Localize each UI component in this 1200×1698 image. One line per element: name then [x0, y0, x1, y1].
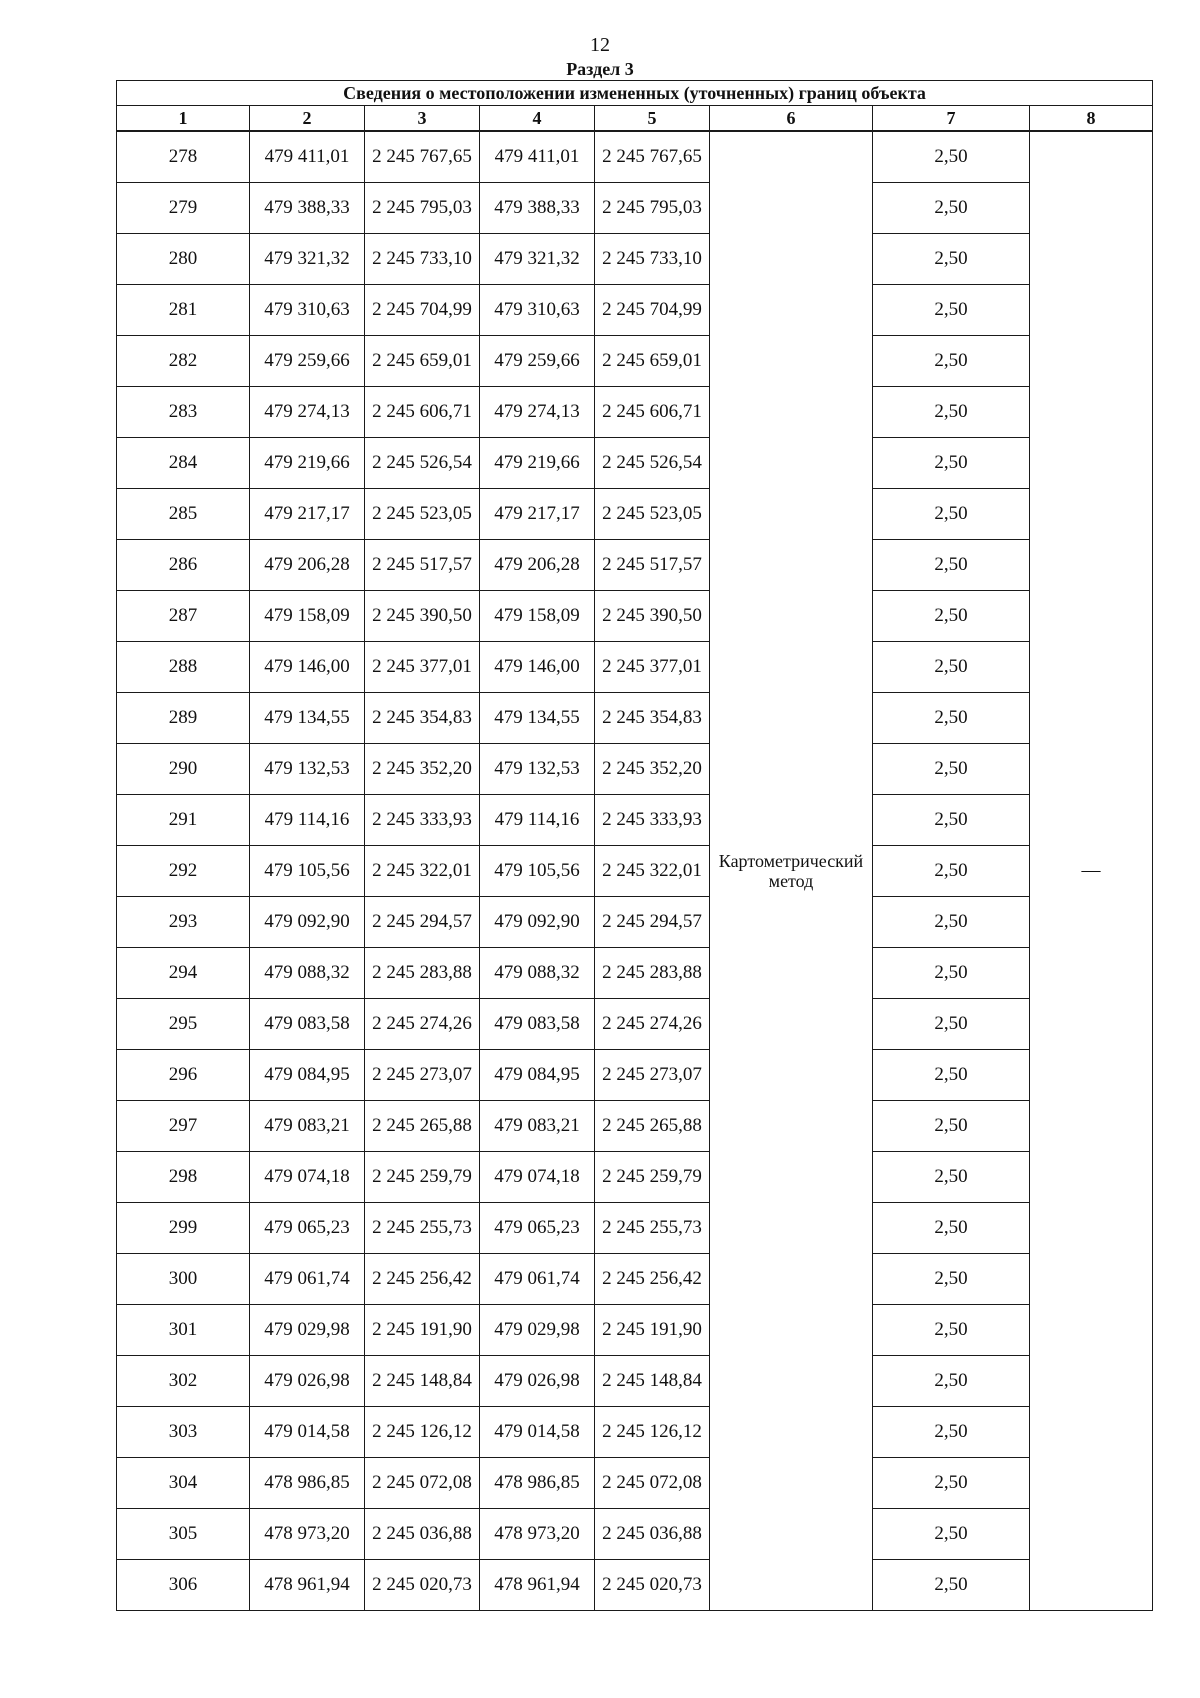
x-old-cell: 479 217,17 — [250, 489, 365, 540]
table-row — [117, 1356, 1153, 1407]
x-old-cell: 479 092,90 — [250, 897, 365, 948]
column-header: 8 — [1030, 106, 1153, 132]
table-row — [117, 591, 1153, 642]
x-old-cell: 479 310,63 — [250, 285, 365, 336]
x-new-cell: 479 388,33 — [480, 183, 595, 234]
x-old-cell: 478 961,94 — [250, 1560, 365, 1611]
precision-cell: 2,50 — [873, 234, 1030, 285]
y-new-cell: 2 245 517,57 — [595, 540, 710, 591]
y-new-cell: 2 245 283,88 — [595, 948, 710, 999]
table-row — [117, 1254, 1153, 1305]
precision-cell: 2,50 — [873, 744, 1030, 795]
x-old-cell: 479 061,74 — [250, 1254, 365, 1305]
x-old-cell: 479 074,18 — [250, 1152, 365, 1203]
x-old-cell: 479 134,55 — [250, 693, 365, 744]
y-new-cell: 2 245 390,50 — [595, 591, 710, 642]
method-cell: Картометрический метод — [710, 131, 873, 1611]
point-number-cell: 304 — [117, 1458, 250, 1509]
y-new-cell: 2 245 036,88 — [595, 1509, 710, 1560]
y-old-cell: 2 245 259,79 — [365, 1152, 480, 1203]
x-new-cell: 479 074,18 — [480, 1152, 595, 1203]
table-row — [117, 285, 1153, 336]
section-title: Раздел 3 — [566, 59, 634, 79]
y-old-cell: 2 245 273,07 — [365, 1050, 480, 1101]
y-old-cell: 2 245 523,05 — [365, 489, 480, 540]
y-new-cell: 2 245 354,83 — [595, 693, 710, 744]
x-new-cell: 478 973,20 — [480, 1509, 595, 1560]
point-number-cell: 290 — [117, 744, 250, 795]
x-old-cell: 479 411,01 — [250, 131, 365, 183]
y-old-cell: 2 245 517,57 — [365, 540, 480, 591]
point-number-cell: 299 — [117, 1203, 250, 1254]
table-row — [117, 897, 1153, 948]
table-row — [117, 642, 1153, 693]
precision-cell: 2,50 — [873, 591, 1030, 642]
coordinates-table — [116, 80, 1153, 1611]
x-old-cell: 479 321,32 — [250, 234, 365, 285]
table-row — [117, 744, 1153, 795]
x-new-cell: 479 105,56 — [480, 846, 595, 897]
y-old-cell: 2 245 265,88 — [365, 1101, 480, 1152]
table-row — [117, 1101, 1153, 1152]
precision-cell: 2,50 — [873, 948, 1030, 999]
y-new-cell: 2 245 072,08 — [595, 1458, 710, 1509]
y-new-cell: 2 245 148,84 — [595, 1356, 710, 1407]
precision-cell: 2,50 — [873, 438, 1030, 489]
precision-cell: 2,50 — [873, 846, 1030, 897]
x-new-cell: 479 114,16 — [480, 795, 595, 846]
precision-cell: 2,50 — [873, 999, 1030, 1050]
table-row — [117, 183, 1153, 234]
point-number-cell: 282 — [117, 336, 250, 387]
table-header-row — [117, 106, 1153, 132]
x-new-cell: 479 274,13 — [480, 387, 595, 438]
y-new-cell: 2 245 273,07 — [595, 1050, 710, 1101]
x-old-cell: 479 026,98 — [250, 1356, 365, 1407]
y-new-cell: 2 245 526,54 — [595, 438, 710, 489]
x-new-cell: 478 961,94 — [480, 1560, 595, 1611]
y-old-cell: 2 245 256,42 — [365, 1254, 480, 1305]
table-row — [117, 1458, 1153, 1509]
table-row — [117, 948, 1153, 999]
x-new-cell: 479 206,28 — [480, 540, 595, 591]
precision-cell: 2,50 — [873, 1254, 1030, 1305]
x-old-cell: 478 973,20 — [250, 1509, 365, 1560]
x-new-cell: 479 061,74 — [480, 1254, 595, 1305]
table-row — [117, 846, 1153, 897]
precision-cell: 2,50 — [873, 285, 1030, 336]
x-new-cell: 479 083,58 — [480, 999, 595, 1050]
point-number-cell: 291 — [117, 795, 250, 846]
table-row — [117, 1203, 1153, 1254]
precision-cell: 2,50 — [873, 1356, 1030, 1407]
x-new-cell: 479 092,90 — [480, 897, 595, 948]
precision-cell: 2,50 — [873, 1050, 1030, 1101]
point-number-cell: 303 — [117, 1407, 250, 1458]
precision-cell: 2,50 — [873, 387, 1030, 438]
y-new-cell: 2 245 256,42 — [595, 1254, 710, 1305]
y-new-cell: 2 245 606,71 — [595, 387, 710, 438]
table-caption-row — [117, 81, 1153, 106]
table-row — [117, 693, 1153, 744]
column-header: 3 — [365, 106, 480, 132]
precision-cell: 2,50 — [873, 1152, 1030, 1203]
point-number-cell: 283 — [117, 387, 250, 438]
page-number: 12 — [590, 34, 610, 56]
y-old-cell: 2 245 255,73 — [365, 1203, 480, 1254]
precision-cell: 2,50 — [873, 489, 1030, 540]
x-new-cell: 479 014,58 — [480, 1407, 595, 1458]
x-old-cell: 479 083,21 — [250, 1101, 365, 1152]
x-new-cell: 479 146,00 — [480, 642, 595, 693]
precision-cell: 2,50 — [873, 1509, 1030, 1560]
y-new-cell: 2 245 377,01 — [595, 642, 710, 693]
y-old-cell: 2 245 333,93 — [365, 795, 480, 846]
y-new-cell: 2 245 294,57 — [595, 897, 710, 948]
x-old-cell: 479 065,23 — [250, 1203, 365, 1254]
y-new-cell: 2 245 020,73 — [595, 1560, 710, 1611]
x-new-cell: 479 259,66 — [480, 336, 595, 387]
precision-cell: 2,50 — [873, 1407, 1030, 1458]
x-new-cell: 479 084,95 — [480, 1050, 595, 1101]
x-old-cell: 479 105,56 — [250, 846, 365, 897]
x-old-cell: 479 132,53 — [250, 744, 365, 795]
table-caption: Сведения о местоположении измененных (уточненных) границ объекта — [117, 81, 1153, 106]
x-old-cell: 479 029,98 — [250, 1305, 365, 1356]
point-number-cell: 295 — [117, 999, 250, 1050]
column-header: 5 — [595, 106, 710, 132]
y-old-cell: 2 245 606,71 — [365, 387, 480, 438]
x-old-cell: 478 986,85 — [250, 1458, 365, 1509]
x-old-cell: 479 206,28 — [250, 540, 365, 591]
y-old-cell: 2 245 390,50 — [365, 591, 480, 642]
x-new-cell: 479 132,53 — [480, 744, 595, 795]
precision-cell: 2,50 — [873, 1560, 1030, 1611]
table-row — [117, 336, 1153, 387]
point-number-cell: 305 — [117, 1509, 250, 1560]
note-cell: — — [1030, 131, 1153, 1611]
y-old-cell: 2 245 148,84 — [365, 1356, 480, 1407]
point-number-cell: 288 — [117, 642, 250, 693]
point-number-cell: 289 — [117, 693, 250, 744]
point-number-cell: 306 — [117, 1560, 250, 1611]
column-header: 7 — [873, 106, 1030, 132]
y-old-cell: 2 245 767,65 — [365, 131, 480, 183]
table-row — [117, 1560, 1153, 1611]
table-row — [117, 1152, 1153, 1203]
y-old-cell: 2 245 659,01 — [365, 336, 480, 387]
point-number-cell: 300 — [117, 1254, 250, 1305]
x-old-cell: 479 114,16 — [250, 795, 365, 846]
y-old-cell: 2 245 377,01 — [365, 642, 480, 693]
point-number-cell: 279 — [117, 183, 250, 234]
y-old-cell: 2 245 072,08 — [365, 1458, 480, 1509]
x-old-cell: 479 259,66 — [250, 336, 365, 387]
table-row — [117, 1407, 1153, 1458]
y-new-cell: 2 245 191,90 — [595, 1305, 710, 1356]
point-number-cell: 280 — [117, 234, 250, 285]
column-header: 4 — [480, 106, 595, 132]
y-old-cell: 2 245 020,73 — [365, 1560, 480, 1611]
y-new-cell: 2 245 704,99 — [595, 285, 710, 336]
point-number-cell: 285 — [117, 489, 250, 540]
y-old-cell: 2 245 704,99 — [365, 285, 480, 336]
precision-cell: 2,50 — [873, 1458, 1030, 1509]
y-new-cell: 2 245 322,01 — [595, 846, 710, 897]
x-new-cell: 479 217,17 — [480, 489, 595, 540]
point-number-cell: 278 — [117, 131, 250, 183]
x-new-cell: 479 026,98 — [480, 1356, 595, 1407]
table-row — [117, 131, 1153, 183]
y-new-cell: 2 245 352,20 — [595, 744, 710, 795]
x-new-cell: 479 088,32 — [480, 948, 595, 999]
x-old-cell: 479 158,09 — [250, 591, 365, 642]
y-old-cell: 2 245 322,01 — [365, 846, 480, 897]
point-number-cell: 298 — [117, 1152, 250, 1203]
point-number-cell: 296 — [117, 1050, 250, 1101]
table-row — [117, 234, 1153, 285]
point-number-cell: 286 — [117, 540, 250, 591]
y-old-cell: 2 245 733,10 — [365, 234, 480, 285]
precision-cell: 2,50 — [873, 795, 1030, 846]
y-old-cell: 2 245 191,90 — [365, 1305, 480, 1356]
table-body — [117, 131, 1153, 1611]
table-row — [117, 1509, 1153, 1560]
precision-cell: 2,50 — [873, 1101, 1030, 1152]
column-header: 2 — [250, 106, 365, 132]
precision-cell: 2,50 — [873, 897, 1030, 948]
point-number-cell: 284 — [117, 438, 250, 489]
x-new-cell: 479 219,66 — [480, 438, 595, 489]
y-new-cell: 2 245 523,05 — [595, 489, 710, 540]
x-new-cell: 479 065,23 — [480, 1203, 595, 1254]
x-new-cell: 479 321,32 — [480, 234, 595, 285]
y-old-cell: 2 245 526,54 — [365, 438, 480, 489]
x-new-cell: 479 411,01 — [480, 131, 595, 183]
y-old-cell: 2 245 036,88 — [365, 1509, 480, 1560]
y-new-cell: 2 245 265,88 — [595, 1101, 710, 1152]
point-number-cell: 297 — [117, 1101, 250, 1152]
table-row — [117, 1305, 1153, 1356]
precision-cell: 2,50 — [873, 642, 1030, 693]
x-new-cell: 478 986,85 — [480, 1458, 595, 1509]
x-old-cell: 479 388,33 — [250, 183, 365, 234]
y-new-cell: 2 245 255,73 — [595, 1203, 710, 1254]
x-old-cell: 479 274,13 — [250, 387, 365, 438]
y-old-cell: 2 245 274,26 — [365, 999, 480, 1050]
point-number-cell: 293 — [117, 897, 250, 948]
x-new-cell: 479 310,63 — [480, 285, 595, 336]
table-row — [117, 999, 1153, 1050]
y-new-cell: 2 245 767,65 — [595, 131, 710, 183]
x-new-cell: 479 083,21 — [480, 1101, 595, 1152]
table-row — [117, 489, 1153, 540]
column-header: 6 — [710, 106, 873, 132]
precision-cell: 2,50 — [873, 131, 1030, 183]
precision-cell: 2,50 — [873, 540, 1030, 591]
table-row — [117, 387, 1153, 438]
y-new-cell: 2 245 274,26 — [595, 999, 710, 1050]
precision-cell: 2,50 — [873, 1305, 1030, 1356]
point-number-cell: 281 — [117, 285, 250, 336]
point-number-cell: 292 — [117, 846, 250, 897]
x-old-cell: 479 219,66 — [250, 438, 365, 489]
y-old-cell: 2 245 126,12 — [365, 1407, 480, 1458]
precision-cell: 2,50 — [873, 1203, 1030, 1254]
precision-cell: 2,50 — [873, 183, 1030, 234]
x-old-cell: 479 014,58 — [250, 1407, 365, 1458]
point-number-cell: 302 — [117, 1356, 250, 1407]
x-old-cell: 479 146,00 — [250, 642, 365, 693]
y-new-cell: 2 245 126,12 — [595, 1407, 710, 1458]
y-new-cell: 2 245 259,79 — [595, 1152, 710, 1203]
table-row — [117, 795, 1153, 846]
point-number-cell: 287 — [117, 591, 250, 642]
y-new-cell: 2 245 659,01 — [595, 336, 710, 387]
y-new-cell: 2 245 795,03 — [595, 183, 710, 234]
x-new-cell: 479 158,09 — [480, 591, 595, 642]
y-new-cell: 2 245 733,10 — [595, 234, 710, 285]
precision-cell: 2,50 — [873, 336, 1030, 387]
precision-cell: 2,50 — [873, 693, 1030, 744]
point-number-cell: 294 — [117, 948, 250, 999]
x-old-cell: 479 088,32 — [250, 948, 365, 999]
y-old-cell: 2 245 354,83 — [365, 693, 480, 744]
y-new-cell: 2 245 333,93 — [595, 795, 710, 846]
x-new-cell: 479 029,98 — [480, 1305, 595, 1356]
y-old-cell: 2 245 352,20 — [365, 744, 480, 795]
y-old-cell: 2 245 294,57 — [365, 897, 480, 948]
table-row — [117, 438, 1153, 489]
y-old-cell: 2 245 283,88 — [365, 948, 480, 999]
y-old-cell: 2 245 795,03 — [365, 183, 480, 234]
column-header: 1 — [117, 106, 250, 132]
point-number-cell: 301 — [117, 1305, 250, 1356]
x-new-cell: 479 134,55 — [480, 693, 595, 744]
x-old-cell: 479 084,95 — [250, 1050, 365, 1101]
table-row — [117, 540, 1153, 591]
table-row — [117, 1050, 1153, 1101]
x-old-cell: 479 083,58 — [250, 999, 365, 1050]
